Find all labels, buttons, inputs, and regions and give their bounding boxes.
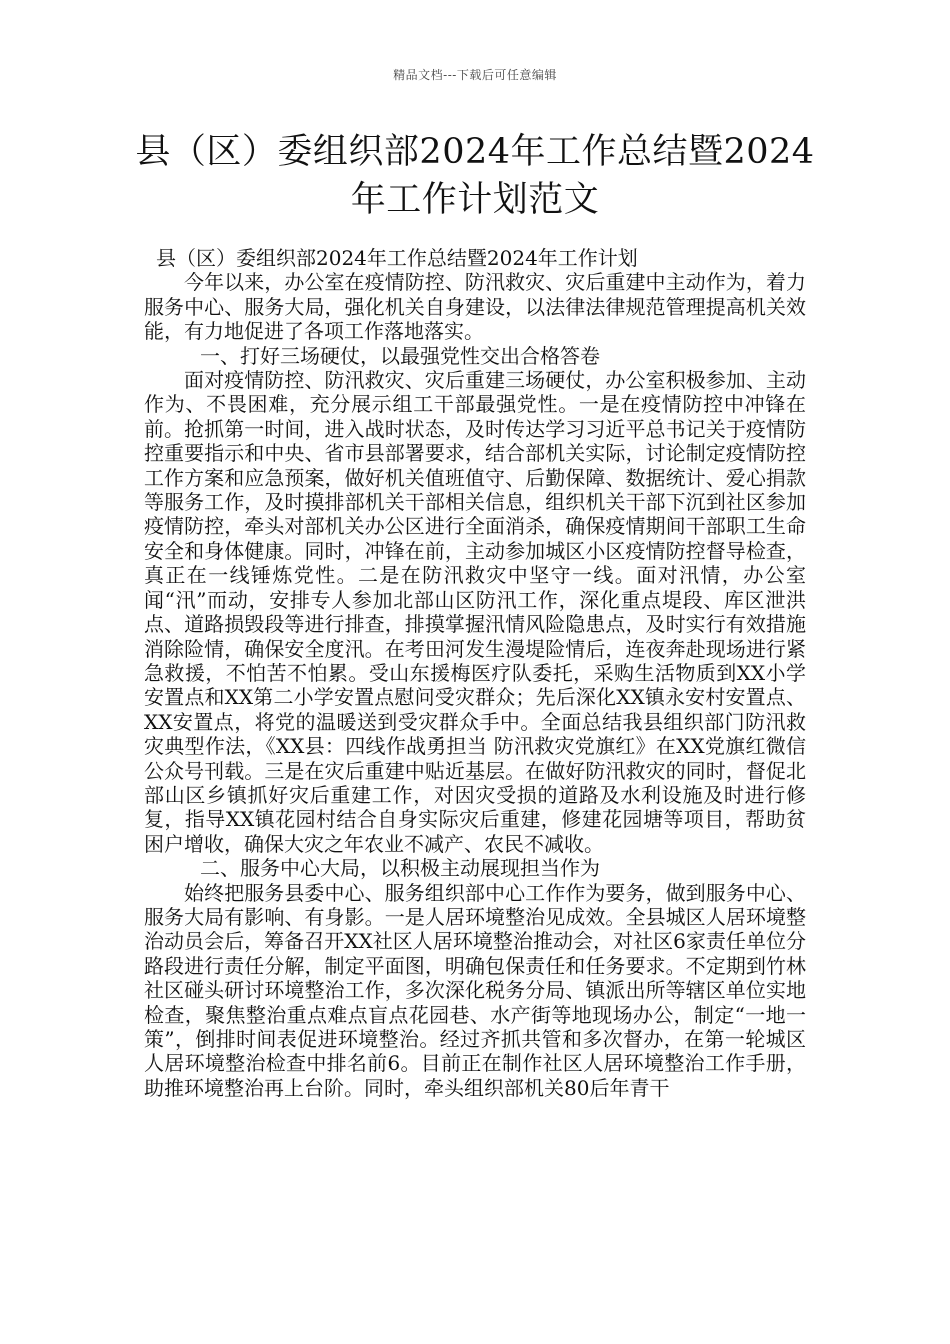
page-header-watermark: 精品文档---下载后可任意编辑	[393, 68, 557, 82]
section-heading-1: 一、打好三场硬仗，以最强党性交出合格答卷	[200, 343, 600, 368]
document-body	[144, 246, 806, 1100]
section-heading-2: 二、服务中心大局，以积极主动展现担当作为	[200, 856, 600, 881]
document-title-line-1: 县（区）委组织部2024年工作总结暨2024	[135, 132, 815, 172]
section-2-paragraph: 始终把服务县委中心、服务组织部中心工作作为要务，做到服务中心、服务大局有影响、有身影。一是人居环境整治见成效。全县城区人居环境整治动员会后，筹备召开XX社区人居环境整治推动会，对社区6家责任单位分路段进行责任分解，制定平面图，明确包保责任和任务要求。不定期到竹林社区碰头研讨环境整治工作，多次深化税务分局、镇派出所等辖区单位实地检查，聚焦整治重点难点盲点花园巷、水产街等地现场办公，制定“一地一策”，倒排时间表促进环境整治。经过齐抓共管和多次督办，在第一轮城区人居环境整治检查中排名前6。目前正在制作社区人居环境整治工作手册，助推环境整治再上台阶。同时，牵头组织部机关80后年青干	[144, 880, 806, 1100]
document-title-line-2: 年工作计划范文	[350, 180, 600, 220]
document-subtitle: 县（区）委组织部2024年工作总结暨2024年工作计划	[156, 246, 638, 270]
intro-paragraph: 今年以来，办公室在疫情防控、防汛救灾、灾后重建中主动作为，着力服务中心、服务大局，强化机关自身建设，以法律法律规范管理提高机关效能，有力地促进了各项工作落地落实。	[144, 270, 806, 344]
section-1-paragraph: 面对疫情防控、防汛救灾、灾后重建三场硬仗，办公室积极参加、主动作为、不畏困难，充分展示组工干部最强党性。一是在疫情防控中冲锋在前。抢抓第一时间，进入战时状态，及时传达学习习近平总书记关于疫情防控重要指示和中央、省市县部署要求，结合部机关实际，讨论制定疫情防控工作方案和应急预案，做好机关值班值守、后勤保障、数据统计、爱心捐款等服务工作，及时摸排部机关干部相关信息，组织机关干部下沉到社区参加疫情防控，牵头对部机关办公区进行全面消杀，确保疫情期间干部职工生命安全和身体健康。同时，冲锋在前，主动参加城区小区疫情防控督导检查，真正在一线锤炼党性。二是在防汛救灾中坚守一线。面对汛情，办公室闻“汛”而动，安排专人参加北部山区防汛工作，深化重点堤段、库区泄洪点、道路损毁段等进行排查，排摸掌握汛情风险隐患点，及时实行有效措施消除险情，确保安全度汛。在考田河发生漫堤险情后，连夜奔赴现场进行紧急救援，不怕苦不怕累。受山东援梅医疗队委托，采购生活物质到XX小学安置点和XX第二小学安置点慰问受灾群众；先后深化XX镇永安村安置点、XX安置点，将党的温暖送到受灾群众手中。全面总结我县组织部门防汛救灾典型作法，《XX县：四线作战勇担当 防汛救灾党旗红》在XX党旗红微信公众号刊载。三是在灾后重建中贴近基层。在做好防汛救灾的同时，督促北部山区乡镇抓好灾后重建工作，对因灾受损的道路及水利设施及时进行修复，指导XX镇花园村结合自身实际灾后重建，修建花园塘等项目，帮助贫困户增收，确保大灾之年农业不减产、农民不减收。	[144, 368, 806, 856]
document-title	[130, 128, 820, 224]
